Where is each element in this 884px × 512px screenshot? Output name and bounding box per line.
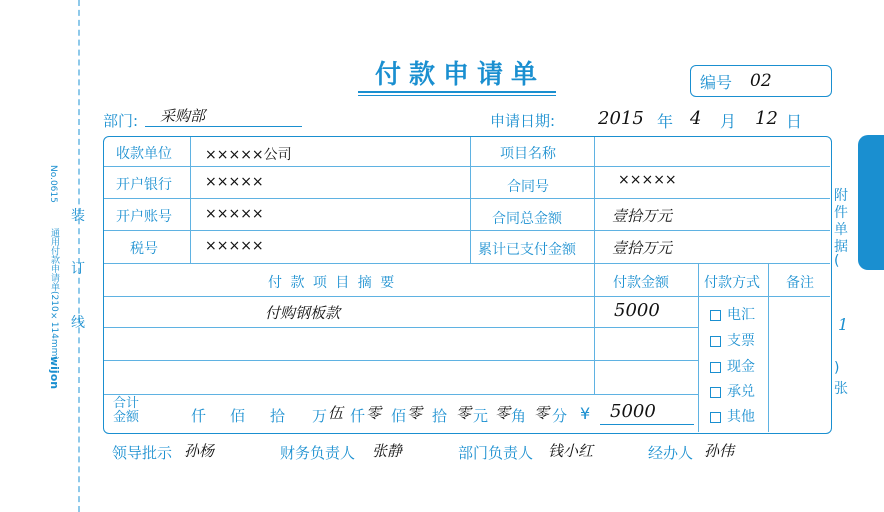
summary-header: 付 款 项 目 摘 要 bbox=[268, 275, 397, 291]
leader-label: 领导批示 bbox=[112, 444, 173, 462]
digit-bai-zero[interactable]: 零 bbox=[407, 404, 423, 422]
digit-shi-zero[interactable]: 零 bbox=[456, 404, 472, 422]
col-line bbox=[470, 137, 471, 263]
unit-wan: 万 bbox=[312, 407, 328, 425]
row1-summary[interactable]: 付购钢板款 bbox=[265, 304, 341, 322]
form-title: 付款申请单 bbox=[375, 60, 546, 90]
total-label bbox=[113, 397, 139, 425]
title-underline-thin bbox=[358, 95, 556, 96]
unit-shi-2: 拾 bbox=[432, 407, 448, 425]
unit-yuan: 元 bbox=[473, 407, 489, 425]
dept-head-signature[interactable]: 钱小红 bbox=[548, 442, 594, 460]
method-other-label: 其他 bbox=[727, 409, 755, 425]
checkbox-icon bbox=[710, 310, 721, 321]
row-line bbox=[104, 230, 830, 231]
unit-shi-1: 拾 bbox=[270, 407, 286, 425]
tax-value[interactable]: ××××× bbox=[205, 238, 264, 254]
attach-open-paren: ( bbox=[834, 253, 840, 269]
method-cash-label: 现金 bbox=[727, 359, 755, 375]
currency-symbol: ¥ bbox=[580, 404, 591, 423]
method-wire[interactable] bbox=[710, 304, 755, 324]
checkbox-icon bbox=[710, 387, 721, 398]
dept-head-label: 部门负责人 bbox=[458, 444, 534, 462]
date-year-unit: 年 bbox=[657, 112, 674, 131]
digit-yuan-zero[interactable]: 零 bbox=[495, 404, 511, 422]
date-label: 申请日期: bbox=[490, 112, 556, 130]
total-amount[interactable]: 5000 bbox=[610, 401, 656, 422]
amount-header: 付款金额 bbox=[613, 275, 669, 291]
contract-value[interactable]: ××××× bbox=[618, 172, 677, 188]
unit-fen: 分 bbox=[552, 407, 568, 425]
row-line bbox=[104, 296, 830, 297]
attach-char-2: 件 bbox=[834, 205, 848, 221]
side-tab bbox=[858, 135, 884, 270]
unit-qian-2: 仟 bbox=[350, 407, 366, 425]
unit-bai-2: 佰 bbox=[391, 407, 407, 425]
project-label: 项目名称 bbox=[500, 146, 556, 162]
bind-char-1: 装 bbox=[71, 208, 85, 224]
total-label-line2: 金额 bbox=[113, 410, 140, 425]
handler-label: 经办人 bbox=[648, 444, 694, 462]
contract-total-value[interactable]: 壹拾万元 bbox=[612, 207, 673, 225]
finance-label: 财务负责人 bbox=[280, 444, 356, 462]
row1-amount[interactable]: 5000 bbox=[614, 300, 660, 321]
digit-qian-zero[interactable]: 零 bbox=[366, 404, 382, 422]
col-line bbox=[768, 263, 769, 432]
title-underline bbox=[358, 91, 556, 93]
digit-jiao-zero[interactable]: 零 bbox=[534, 404, 550, 422]
row-line bbox=[104, 360, 698, 361]
method-wire-label: 电汇 bbox=[727, 307, 755, 323]
total-underline bbox=[600, 424, 694, 425]
bind-char-2: 订 bbox=[71, 261, 85, 277]
date-month-unit: 月 bbox=[720, 112, 737, 131]
row-line bbox=[104, 198, 830, 199]
date-month[interactable]: 4 bbox=[690, 108, 702, 129]
method-acceptance[interactable] bbox=[710, 381, 755, 401]
checkbox-icon bbox=[710, 336, 721, 347]
note-header: 备注 bbox=[786, 275, 814, 291]
dept-underline bbox=[145, 126, 302, 127]
leader-signature[interactable]: 孙杨 bbox=[184, 442, 215, 460]
tax-label: 税号 bbox=[130, 241, 158, 257]
date-day-unit: 日 bbox=[786, 112, 803, 131]
checkbox-icon bbox=[710, 412, 721, 423]
serial-label: 编号 bbox=[700, 73, 733, 92]
row-line bbox=[104, 166, 830, 167]
bank-value[interactable]: ××××× bbox=[205, 174, 264, 190]
dept-value[interactable]: 采购部 bbox=[160, 107, 206, 125]
method-cash[interactable] bbox=[710, 356, 755, 376]
row-line bbox=[104, 327, 698, 328]
paid-value[interactable]: 壹拾万元 bbox=[612, 239, 673, 257]
date-day[interactable]: 12 bbox=[755, 108, 778, 129]
checkbox-icon bbox=[710, 362, 721, 373]
product-code: No.0615 bbox=[48, 165, 58, 203]
digit-wu[interactable]: 伍 bbox=[328, 404, 344, 422]
binding-dash-line bbox=[78, 0, 80, 512]
brand-logo: wijon bbox=[48, 356, 61, 390]
bank-label: 开户银行 bbox=[116, 177, 172, 193]
row-line bbox=[104, 394, 698, 395]
date-year[interactable]: 2015 bbox=[598, 108, 644, 129]
handler-signature[interactable]: 孙伟 bbox=[704, 442, 735, 460]
col-line bbox=[190, 137, 191, 263]
method-check[interactable] bbox=[710, 330, 755, 350]
paid-label: 累计已支付金额 bbox=[478, 242, 576, 258]
attach-unit: 张 bbox=[834, 381, 848, 397]
method-header: 付款方式 bbox=[704, 275, 760, 291]
dept-label: 部门: bbox=[103, 112, 139, 130]
serial-value[interactable]: 02 bbox=[750, 71, 772, 91]
method-other[interactable] bbox=[710, 406, 755, 426]
attach-char-1: 附 bbox=[834, 188, 848, 204]
row-line bbox=[104, 263, 830, 264]
method-acceptance-label: 承兑 bbox=[727, 384, 755, 400]
contract-total-label: 合同总金额 bbox=[492, 211, 562, 227]
product-spec: 通用付款申请单(210×114mm) bbox=[49, 228, 59, 360]
unit-qian-1: 仟 bbox=[191, 407, 207, 425]
unit-bai-1: 佰 bbox=[230, 407, 246, 425]
account-label: 开户账号 bbox=[116, 209, 172, 225]
attach-char-4: 据 bbox=[834, 239, 848, 255]
col-line bbox=[594, 137, 595, 395]
unit-jiao: 角 bbox=[511, 407, 527, 425]
attach-close-paren: ) bbox=[834, 360, 840, 376]
attach-char-3: 单 bbox=[834, 222, 848, 238]
finance-signature[interactable]: 张静 bbox=[372, 442, 403, 460]
payee-value[interactable]: ×××××公司 bbox=[205, 147, 292, 163]
bind-char-3: 线 bbox=[71, 315, 85, 331]
attach-count[interactable]: 1 bbox=[838, 315, 849, 334]
payee-label: 收款单位 bbox=[116, 146, 172, 162]
total-label-line1: 合计 bbox=[113, 396, 140, 411]
account-value[interactable]: ××××× bbox=[205, 206, 264, 222]
contract-label: 合同号 bbox=[507, 179, 549, 195]
col-line bbox=[698, 263, 699, 432]
method-check-label: 支票 bbox=[727, 333, 755, 349]
